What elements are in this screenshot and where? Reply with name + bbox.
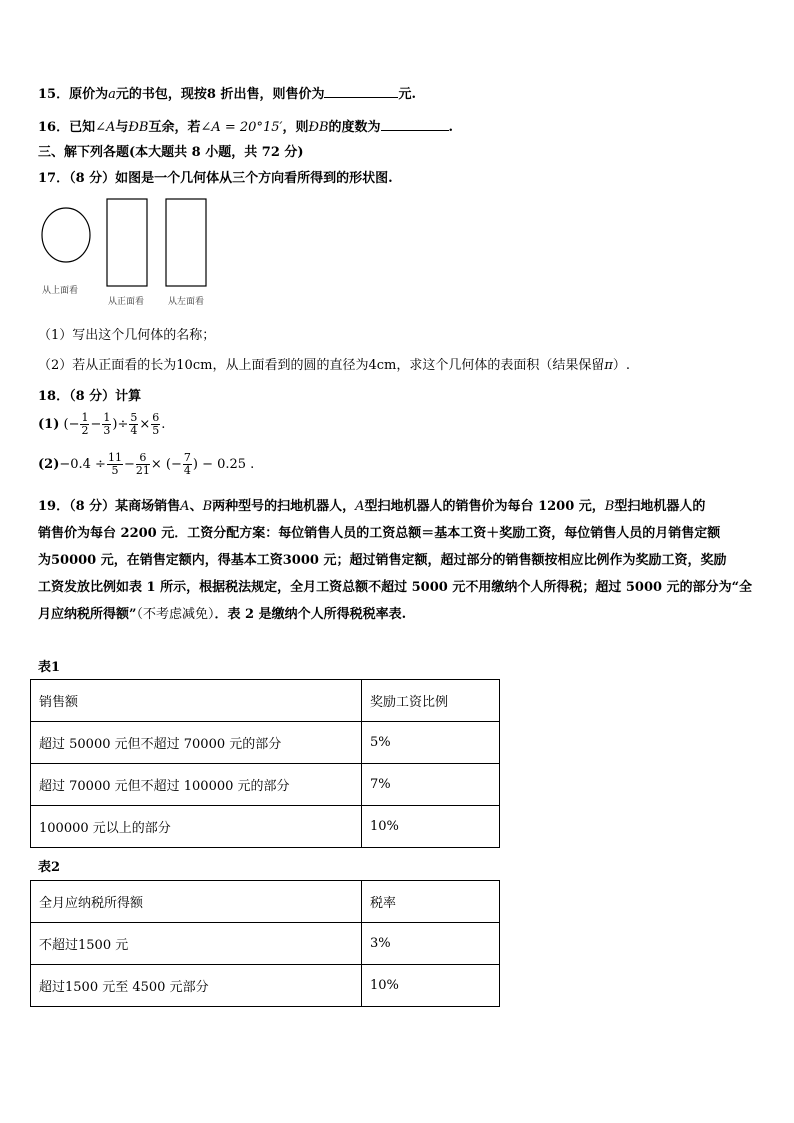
fraction: $\frac{1}{3}$ xyxy=(103,411,111,437)
expression-1: (1) (− $\frac{1}{2}$ − $\frac{1}{3}$ )÷ $\frac{5}{4}$ × $\frac{6}{5}$ . xyxy=(38,411,166,437)
section-heading: 三、解下列各题(本大题共 8 小题，共 72 分) xyxy=(38,145,304,160)
answer-blank[interactable] xyxy=(381,118,449,131)
table-row: 不超过1500 元 3% xyxy=(31,923,500,965)
table-row: 超过 70000 元但不超过 100000 元的部分 7% xyxy=(31,764,500,806)
question-15: 15．原价为a元的书包，现按8 折出售，则售价为 元. xyxy=(38,87,416,102)
question-19-line-5: 月应纳税所得额”（不考虑减免）．表 2 是缴纳个人所得税税率表. xyxy=(38,607,407,622)
question-19-line-1: 19．（8 分）某商场销售A、B两种型号的扫地机器人，A型扫地机器人的销售价为每台 1200 元，B型扫地机器人的 xyxy=(38,499,706,514)
question-19-line-3: 为50000 元，在销售定额内，得基本工资3000 元；超过销售定额，超过部分的销售额按相应比例作为奖励工资，奖励 xyxy=(38,553,727,568)
expression-2: (2)−0.4 ÷ $\frac{11}{5}$ − $\frac{6}{21}$ × (− $\frac{7}{4}$ ) − 0.25 . xyxy=(38,451,255,477)
question-16: 16．已知∠A与ÐB互余，若∠A = 20°15′，则ÐB的度数为 . xyxy=(38,120,454,135)
left-view-rectangle xyxy=(166,199,206,286)
question-19 xyxy=(38,493,758,628)
table-header-row: 销售额 奖励工资比例 xyxy=(31,680,500,722)
left-view-label: 从左面看 xyxy=(168,297,205,307)
front-view-rectangle xyxy=(107,199,147,286)
question-19-line-4: 工资发放比例如表 1 所示，根据税法规定，全月工资总额不超过 5000 元不用缴纳个人所得税；超过 5000 元的部分为“全 xyxy=(38,580,753,595)
table-row: 超过1500 元至 4500 元部分 10% xyxy=(31,965,500,1007)
fraction: $\frac{6}{5}$ xyxy=(152,411,160,437)
top-view-circle xyxy=(42,208,90,262)
table-row: 超过 50000 元但不超过 70000 元的部分 5% xyxy=(31,722,500,764)
fraction: $\frac{6}{21}$ xyxy=(135,451,150,477)
front-view-label: 从正面看 xyxy=(108,297,145,307)
answer-blank[interactable] xyxy=(324,85,398,98)
top-view-label: 从上面看 xyxy=(42,286,79,296)
table-2 xyxy=(30,880,500,1007)
question-19-line-2: 销售价为每台 2200 元．工资分配方案：每位销售人员的工资总额＝基本工资＋奖励工资，每位销售人员的月销售定额 xyxy=(38,526,721,541)
table2-caption: 表2 xyxy=(38,860,61,875)
fraction: $\frac{5}{4}$ xyxy=(130,411,138,437)
table-header-row: 全月应纳税所得额 税率 xyxy=(31,881,500,923)
question-18-title: 18．（8 分）计算 xyxy=(38,389,142,404)
fraction: $\frac{7}{4}$ xyxy=(183,451,191,477)
table1-caption: 表1 xyxy=(38,660,61,675)
question-17-part2: （2）若从正面看的长为10cm，从上面看到的圆的直径为4cm，求这个几何体的表面积（结果保留π）. xyxy=(38,358,631,373)
fraction: $\frac{1}{2}$ xyxy=(81,411,89,437)
table-row: 100000 元以上的部分 10% xyxy=(31,806,500,848)
table-1 xyxy=(30,679,500,848)
question-17-title: 17．（8 分）如图是一个几何体从三个方向看所得到的形状图. xyxy=(38,171,393,186)
question-17-part1: （1）写出这个几何体的名称； xyxy=(38,328,216,343)
fraction: $\frac{11}{5}$ xyxy=(107,451,122,477)
